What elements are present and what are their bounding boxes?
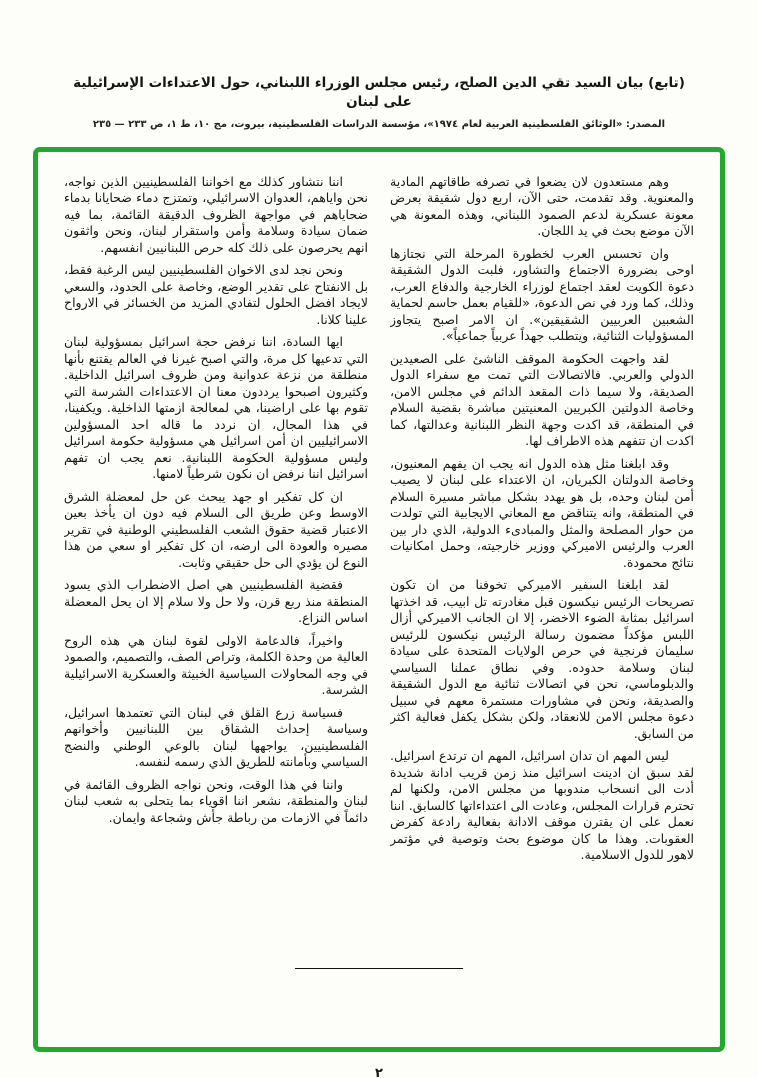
text-columns xyxy=(64,174,694,952)
source-citation: المصدر: «الوثائق الفلسطينية العربية لعام ١٩٧٤»، مؤسسة الدراسات الفلسطينية، بيروت، مج ١٠، ط ١، ص ٢٣٣ — ٢٣٥ xyxy=(92,118,666,130)
paragraph: واخيراً، فالدعامة الاولى لقوة لبنان هي هذه الروح العالية من وحدة الكلمة، وتراص الصف، والتصميم، والصمود في وجه المحاولات السياسية الخبيثة والعسكرية الاسرائيلية الشرسة. xyxy=(64,632,368,698)
paragraph: وقد ابلغنا مثل هذه الدول انه يجب ان يفهم المعنيون، وخاصة الدولتان الكبريان، ان الاعتداء على لبنان لا يصيب أمن لبنان وحده، بل هو يهدد بشكل مباشر مسيرة السلام في المنطقة، وانه يتناقض مع المعاني الايجابية التي تولدت من حوار المصلحة والمثل والمبادىء الدولية، الذي دار بين العرب والرئيس الاميركي ووزير خارجيته، وحمل امكانيات نتائج محمودة. xyxy=(390,455,694,570)
page-footer xyxy=(0,1062,758,1078)
paragraph: فسياسة زرع القلق في لبنان التي تعتمدها اسرائيل، وسياسة إحداث الشقاق بين اللبنانيين وأخوانهم الفلسطينيين، يواجهها لبنان بالوعي الوطني والنضج السياسي وبأمانته للطريق الذي رسمه لنفسه. xyxy=(64,704,368,770)
page-title: (تابع) بيان السيد تقي الدين الصلح، رئيس مجلس الوزراء اللبناني، حول الاعتداءات الإسرائيلية على لبنان xyxy=(73,75,685,110)
paragraph: وهم مستعدون لان يضعوا في تصرفه طاقاتهم المادية والمعنوية. وقد تقدمت، حتى الآن، اربع دول شقيقة بعرض معونة عسكرية لدعم الصمود اللبناني، وهذه المعونة هي الآن موضع بحث في يد اللجان. xyxy=(390,173,694,239)
column-right xyxy=(390,174,694,952)
document-header xyxy=(0,0,758,130)
paragraph: اننا نتشاور كذلك مع اخواننا الفلسطينيين الذين نواجه، نحن واياهم، العدوان الاسرائيلي، وتمتزج دماء ضحايانا بدماء ضحاياهم في مواجهة الظروف الدقيقة القائمة، بما فيه ضمان سيادة وسلامة وأمن واستقرار لبنان، ونحن واثقون انهم يحرصون على ذلك كله حرص اللبنانيين انفسهم. xyxy=(64,173,368,255)
paragraph: لقد واجهت الحكومة الموقف الناشئ على الصعيدين الدولي والعربي. فالاتصالات التي تمت مع سفراء الدول الصديقة، ولا سيما ذات المقعد الدائم في مجلس الامن، وخاصة الدولتين الكبريين المعنيتين مباشرة بقضية السلام في المنطقة، قد اكدت وجهة النظر اللبنانية وعدالتها، كما اكدت ان تتفهم هذه الاطراف لها. xyxy=(390,350,694,449)
column-left xyxy=(64,174,368,952)
paragraph: ان كل تفكير او جهد يبحث عن حل لمعضلة الشرق الاوسط وعن طريق الى السلام فيه دون ان يأخذ بعين الاعتبار قضية حقوق الشعب الفلسطيني الوطنية في تقرير مصيره والعودة الى ارضه، ان كل تفكير او سعي من هذا النوع لن يؤدي الى حل حقيقي وثابت. xyxy=(64,488,368,570)
page-number: ٢ xyxy=(375,1065,383,1078)
paragraph: وان تحسس العرب لخطورة المرحلة التي نجتازها اوحى بضرورة الاجتماع والتشاور، فلبت الدول الشقيقة دعوة الكويت لعقد اجتماع لوزراء الخارجية والدفاع العرب، وذلك، كما ورد في نص الدعوة، «للقيام بعمل حاسم لحماية الشعبين العربيين الشقيقين». ان الامر اصبح يتجاوز المسؤوليات الثنائية، ويتطلب جهداً عربياً جماعياً». xyxy=(390,245,694,344)
content-frame xyxy=(33,147,725,1052)
paragraph: ونحن نجد لدى الاخوان الفلسطينيين ليس الرغبة فقط، بل الانفتاح على تقدير الوضع، وخاصة على الحدود، والسعي لايجاد افضل الحلول لتفادي المزيد من الخسائر في الارواح علينا كلانا. xyxy=(64,262,368,327)
paragraph: فقضية الفلسطينيين هي اصل الاضطراب الذي يسود المنطقة منذ ربع قرن، ولا حل ولا سلام إلا ان يحل المعضلة اساس النزاع. xyxy=(64,577,368,626)
end-of-text-divider xyxy=(295,968,463,969)
paragraph: ليس المهم ان تدان اسرائيل، المهم ان ترتدع اسرائيل. لقد سبق ان ادينت اسرائيل منذ زمن قريب ادانة شديدة أدت الى انسحاب مندوبها من مجلس الامن، ولكنها لم تحترم قرارات المجلس، وعادت الى اعتداءاتها كالسابق. اننا نعمل على ان يقترن موقف الادانة بفعالية رادعة كفرض العقوبات. وهذا ما كان موضوع بحث وتوصية في مؤتمر لاهور للدول الاسلامية. xyxy=(390,748,694,863)
paragraph: واننا في هذا الوقت، ونحن نواجه الظروف القائمة في لبنان والمنطقة، نشعر اننا اقوياء بما يتحلى به شعب لبنان دائماً في الازمات من رباطة جأش وشجاعة وايمان. xyxy=(64,776,368,825)
paragraph: لقد ابلغنا السفير الاميركي تخوفنا من ان تكون تصريحات الرئيس نيكسون قبل مغادرته تل ابيب، قد اخذتها اسرائيل بمثابة الضوء الاخضر، إلا ان الجانب الاميركي أزال اللبس مؤكداً مضمون رسالة الرئيس نيكسون للرئيس سليمان فرنجية في حرص الولايات المتحدة على سيادة لبنان وسلامة حدوده. وفي نطاق عملنا السياسي والدبلوماسي، نحن في اتصالات ثنائية مع الدول الشقيقة والصديقة، ونحن في مشاورات مستمرة معهم في سبيل دعوة مجلس الامن للانعقاد، ولكن بشكل يكفل فعالية اكثر من السابق. xyxy=(390,577,694,741)
paragraph: ايها السادة، اننا نرفض حجة اسرائيل بمسؤولية لبنان التي تدعيها كل مرة، والتي اصبح غيرنا في العالم يقتنع بأنها منطلقة من نزعة عدوانية ومن ظروف اسرائيل الداخلية. وكثيرون اصبحوا يرددون معنا ان الاعتداءات الشرسة التي تقوم بها على اراضينا، هي لمعالجة ازمتها الداخلية. ويكفينا، في هذا المجال، ان نردد ما قاله احد المسؤولين الاسرائيليين ان أمن اسرائيل هي مسؤولية حكومة اسرائيل وليس مسؤولية الحكومة اللبنانية. نعم يجب ان تفهم اسرائيل اننا نرفض ان نكون شرطياً لامنها. xyxy=(64,334,368,482)
